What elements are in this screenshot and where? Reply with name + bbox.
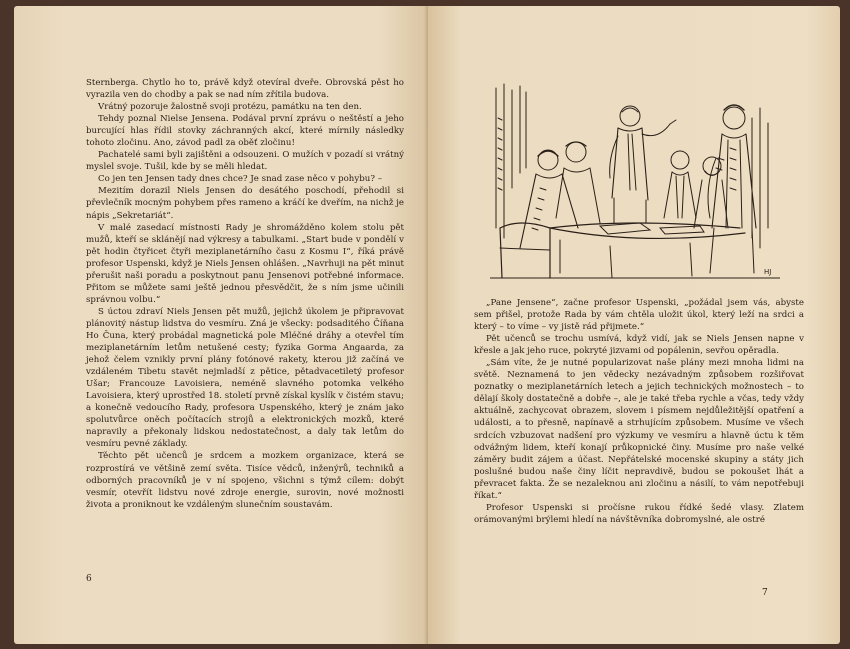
left-page-text [86, 77, 404, 511]
paragraph: V malé zasedací místnosti Rady je shromážděno kolem stolu pět mužů, kteří se sklánějí nad výkresy a tabulkami. „Start bude v pondělí v pět hodin čtyřicet čtyři meziplanetárního času z Kosmu I“, říká právě profesor Uspenski, když je Niels Jensen ohlášen. „Navrhuji na pět minut přerušit naši poradu a poskytnout panu Jensenovi potřebné informace. Přitom se můžete sami ještě jednou přesvědčit, že s ním jsme učinili správnou volbu.“ [86, 222, 404, 305]
paragraph: Pět učenců se trochu usmívá, když vidí, jak se Niels Jensen napne v křesle a jak jeho ruce, pokryté jizvami od popálenin, sevřou opěradla. [474, 334, 804, 357]
paragraph: Těchto pět učenců je srdcem a mozkem organizace, která se rozprostírá ve většině zemí světa. Tisíce vědců, inženýrů, techniků a odborných pracovníků je v ní spojeno, všichni s týmž cílem: dobýt vesmír, otevřít lidstvu nové zdroje energie, surovin, nové možnosti života a proniknout ke vzdáleným slunečním soustavám. [86, 451, 404, 510]
left-page [14, 6, 428, 644]
paragraph: „Sám víte, že je nutné popularizovat naše plány mezi mnoha lidmi na světě. Neznamená to jen vědecky nezávadným způsobem rozšiřovat poznatky o meziplanetárních letech a jejich technických možnostech – to dělají školy dostatečně a dobře –, ale je také třeba rychle a včas, tedy vždy aktuálně, zachycovat obrazem, slovem i písmem nejdůležitější opatření a události, a to přesně, napínavě a strhujícím způsobem. Musíme ve všech srdcích vzbuzovat nadšení pro výzkumy ve vesmíru a hlavně úctu k těm odvážným lidem, kteří konají průkopnické činy. Musíme pro naše velké záměry budit zájem a účast. Nepřátelské mocenské skupiny a státy jich poslušné budou naše činy líčit nepravdivě, budou se pokoušet lhát a převracet fakta. Že se nezaleknou ani zločinu a násilí, to vám nepotřebuji říkat.“ [474, 358, 804, 501]
paragraph: Tehdy poznal Nielse Jensena. Podával první zprávu o neštěstí a jeho burcující hlas řídil stovky záchranných akcí, které mírnily následky tohoto zločinu. Ano, závod padl za oběť zločinu! [86, 114, 404, 149]
paragraph: Profesor Uspenski si pročísne rukou řídké šedé vlasy. Zlatem orámovanými brýlemi hledí na návštěvníka dobromyslné, ale ostré [474, 502, 804, 525]
paragraph: Sternberga. Chytlo ho to, právě když otevíral dveře. Obrovská pěst ho vyrazila ven do chodby a pak se nad ním zřítila budova. [86, 78, 404, 101]
five-scientists-around-table-illustration [490, 78, 780, 284]
paragraph: Pachatelé sami byli zajištěni a odsouzeni. O mužích v pozadí si vrátný myslel svoje. Tušil, kde by se měli hledat. [86, 150, 404, 173]
paragraph: Mezitím dorazil Niels Jensen do desátého poschodí, přehodil si převlečník mocným pohybem přes rameno a kráčí ke dveřím, na nichž je nápis „Sekretariát“. [86, 186, 405, 221]
right-page-text [474, 297, 804, 526]
paragraph: Vrátný pozoruje žalostně svoji protézu, památku na ten den. [98, 102, 362, 113]
paragraph: Co jen ten Jensen tady dnes chce? Je snad zase něco v pohybu? – [98, 174, 383, 185]
right-page [428, 6, 840, 644]
page-number-right: 7 [762, 588, 768, 598]
illustration-signature: HJ [764, 268, 772, 276]
paragraph: S úctou zdraví Niels Jensen pět mužů, jejichž úkolem je připravovat plánovitý nástup lidstva do vesmíru. Zná je všecky: podsaditého Číňana Ho Čuna, který probádal magnetická pole Mléčné dráhy a otevřel tím meziplanetárním letům netušené cesty; fyzika Gorma Angaarda, za jehož čelem vznikly první plány fotónové rakety, kterou již začíná ve vzdáleném Tibetu stavět nejmladší z pětice, pětadvacetiletý profesor Ušar; Francouze Lavoisiera, neméně slavného potomka velkého Lavoisiera, který uprostřed 18. století prvně získal kyslík v čistém stavu; a konečně vedoucího Rady, profesora Uspenského, který je znám jako spolutvůrce oněch počítacích strojů a elektronických mozků, které napravily a překonaly lidskou nedostatečnost, a daly tak letům do vesmíru pevné základy. [86, 306, 404, 450]
page-number-left: 6 [86, 574, 92, 584]
paragraph: „Pane Jensene“, začne profesor Uspenski, „požádal jsem vás, abyste sem přišel, protože Rada by vám chtěla uložit úkol, který leží na srdci a který – to víme – vy jistě rád přijmete.“ [474, 298, 804, 333]
